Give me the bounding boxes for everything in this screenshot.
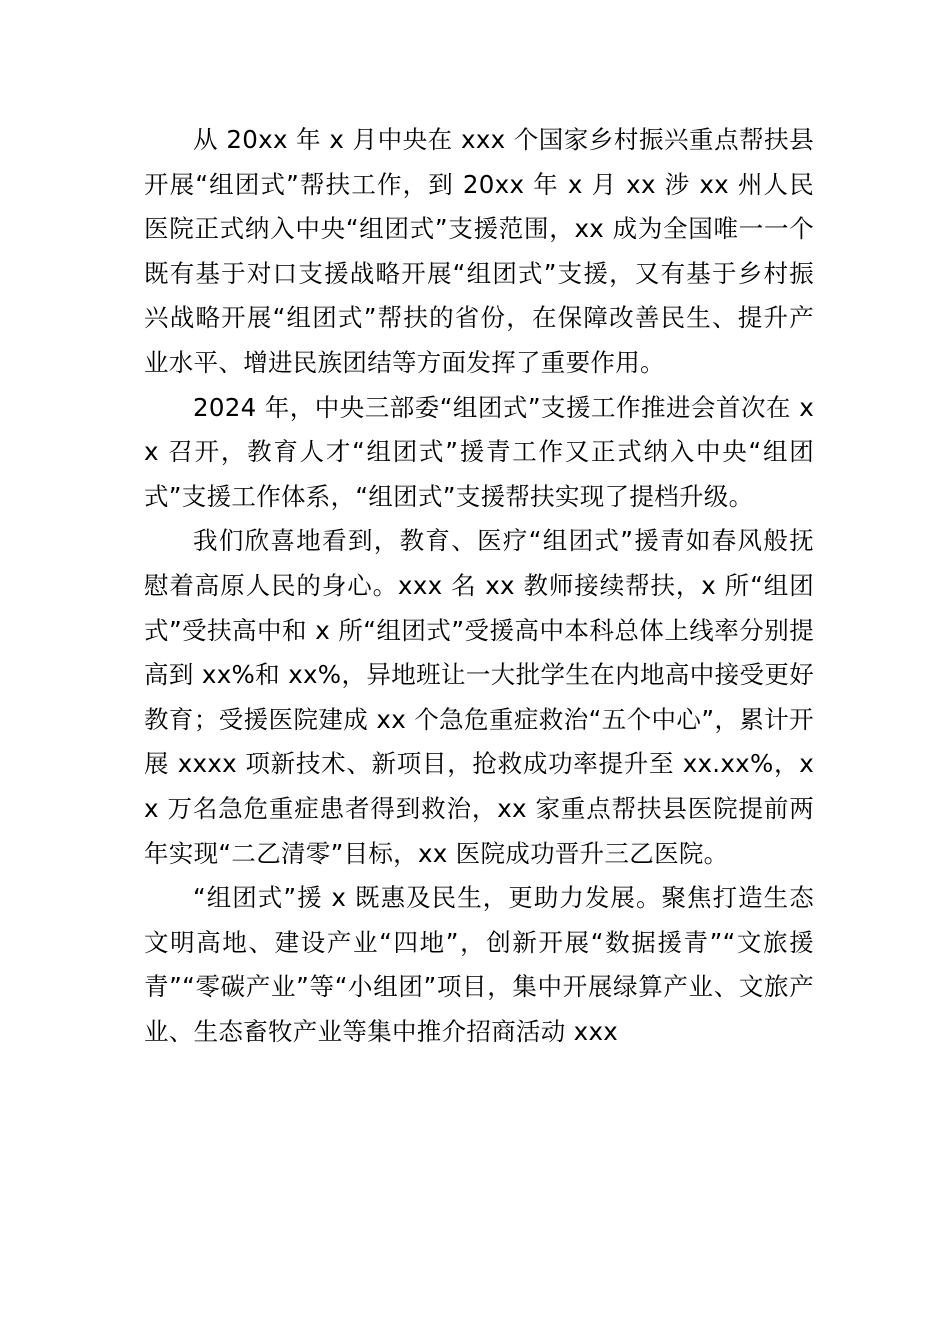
paragraph-intro: 从 20xx 年 x 月中央在 xxx 个国家乡村振兴重点帮扶县开展“组团式”帮扶工作，到 20xx 年 x 月 xx 涉 xx 州人民医院正式纳入中央“组团式”支援范围，xx 成为全国唯一一个既有基于对口支援战略开展“组团式”支援，又有基于乡村振兴战略开展“组团式”帮扶的省份，在保障改善民生、提升产业水平、增进民族团结等方面发挥了重要作用。: [144, 125, 814, 377]
document-body: [144, 118, 814, 1054]
paragraph-2024-meeting: 2024 年，中央三部委“组团式”支援工作推进会首次在 xx 召开，教育人才“组团式”援青工作又正式纳入中央“组团式”支援工作体系，“组团式”支援帮扶实现了提档升级。: [144, 392, 814, 511]
paragraph-development: “组团式”援 x 既惠及民生，更助力发展。聚焦打造生态文明高地、建设产业“四地”，创新开展“数据援青”“文旅援青”“零碳产业”等“小组团”项目，集中开展绿算产业、文旅产业、生态畜牧产业等集中推介招商活动 xxx: [144, 883, 814, 1046]
paragraph-education-medical: 我们欣喜地看到，教育、医疗“组团式”援青如春风般抚慰着高原人民的身心。xxx 名 xx 教师接续帮扶，x 所“组团式”受扶高中和 x 所“组团式”受援高中本科总体上线率分别提高到 xx%和 xx%，异地班让一大批学生在内地高中接受更好教育；受援医院建成 xx 个急危重症救治“五个中心”，累计开展 xxxx 项新技术、新项目，抢救成功率提升至 xx.xx%，xx 万名急危重症患者得到救治，xx 家重点帮扶县医院提前两年实现“二乙清零”目标，xx 医院成功晋升三乙医院。: [144, 526, 814, 868]
